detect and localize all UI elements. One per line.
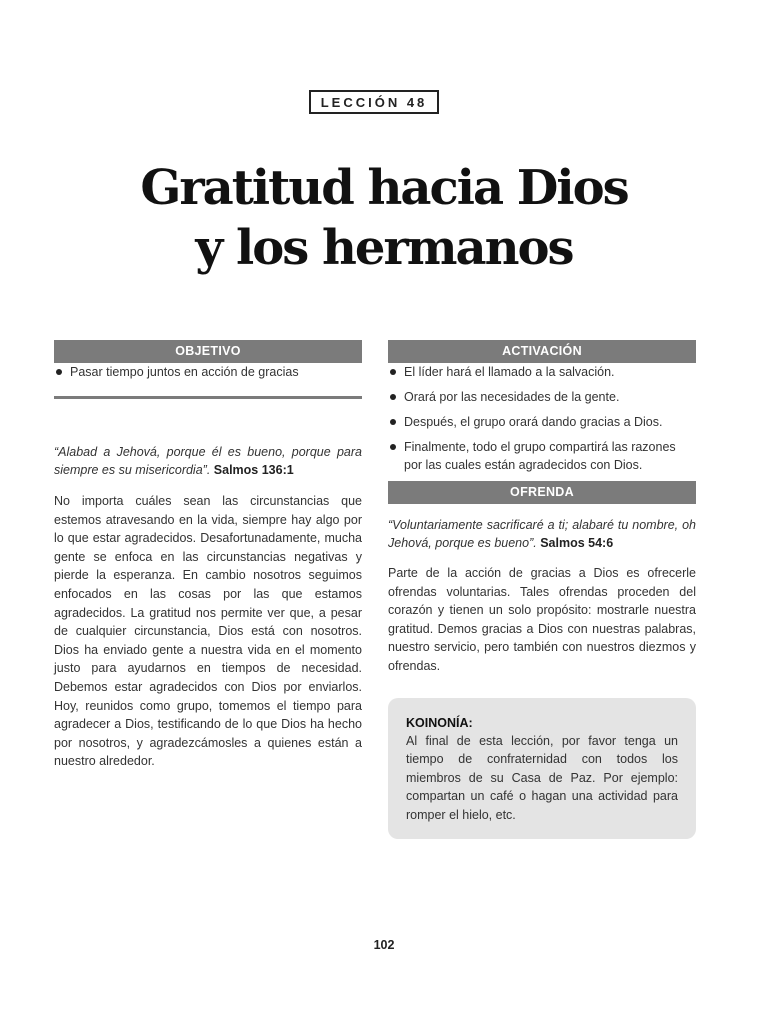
objetivo-list xyxy=(54,363,362,381)
koinonia-body-text: Al final de esta lección, por favor tenga un tiempo de confraternidad con todos los miembros de su Casa de Paz. Por ejemplo: compartan un café o hagan una actividad para romper el hielo, etc. xyxy=(406,733,678,822)
ofrenda-quote xyxy=(388,516,696,552)
list-item: Pasar tiempo juntos en acción de gracias xyxy=(54,363,362,381)
left-body-text: No importa cuáles sean las circunstancias que estemos atravesando en la vida, siempre hay algo por lo que estar agradecidos. Desafortunadamente, mucha gente se enfoca en las circunstancias negativas y pierde la esperanza. En cambio nosotros seguimos enfocados en las cosas por las que estamos agradecidos. La gratitud nos permite ver que, a pesar de cualquier circunstancia, Dios está con nosotros. Dios ha enviado gente a nuestra vida en el momento justo para ayudarnos en tiempos de necesidad. Debemos estar agradecidos con Dios por enviarlos. Hoy, reunidos como grupo, tomemos el tiempo para agradecer a Dios, testificando de lo que Dios ha hecho por nosotros, y agradezcámosles a quienes están a nuestro alrededor. xyxy=(54,494,362,769)
title-line-1: Gratitud hacia Dios xyxy=(140,160,628,216)
lesson-label: LECCIÓN 48 xyxy=(309,90,439,114)
objetivo-heading: OBJETIVO xyxy=(54,340,362,363)
koinonia-box xyxy=(388,698,696,839)
quote-text: “Voluntariamente sacrificaré a ti; alabaré tu nombre, oh Jehová, porque es bueno”. xyxy=(388,518,696,550)
page-number: 102 xyxy=(373,938,395,952)
quote-reference: Salmos 54:6 xyxy=(540,536,614,550)
left-quote xyxy=(54,443,362,479)
quote-reference: Salmos 136:1 xyxy=(213,463,294,477)
list-item: Después, el grupo orará dando gracias a Dios. xyxy=(388,413,696,431)
list-item: Finalmente, todo el grupo compartirá las razones por las cuales están agradecidos con Dios. xyxy=(388,438,696,474)
ofrenda-heading: OFRENDA xyxy=(388,481,696,504)
quote-text: “Alabad a Jehová, porque él es bueno, porque para siempre es su misericordia”. xyxy=(54,445,362,477)
page-title xyxy=(0,158,768,278)
list-item: El líder hará el llamado a la salvación. xyxy=(388,363,696,381)
list-item: Orará por las necesidades de la gente. xyxy=(388,388,696,406)
left-column xyxy=(54,340,362,771)
koinonia-heading: KOINONÍA: xyxy=(406,715,473,730)
title-line-2: y los hermanos xyxy=(195,220,573,276)
activacion-list xyxy=(388,363,696,474)
section-divider xyxy=(54,396,362,399)
activacion-heading: ACTIVACIÓN xyxy=(388,340,696,363)
right-column xyxy=(388,340,696,839)
ofrenda-body-text: Parte de la acción de gracias a Dios es ofrecerle ofrendas voluntarias. Tales ofrendas proceden del corazón y tienen un solo propósito: mostrarle nuestra gratitud. Demos gracias a Dios con nuestras palabras, nuestro servicio, pero también con nuestros diezmos y ofrendas. xyxy=(388,566,696,673)
